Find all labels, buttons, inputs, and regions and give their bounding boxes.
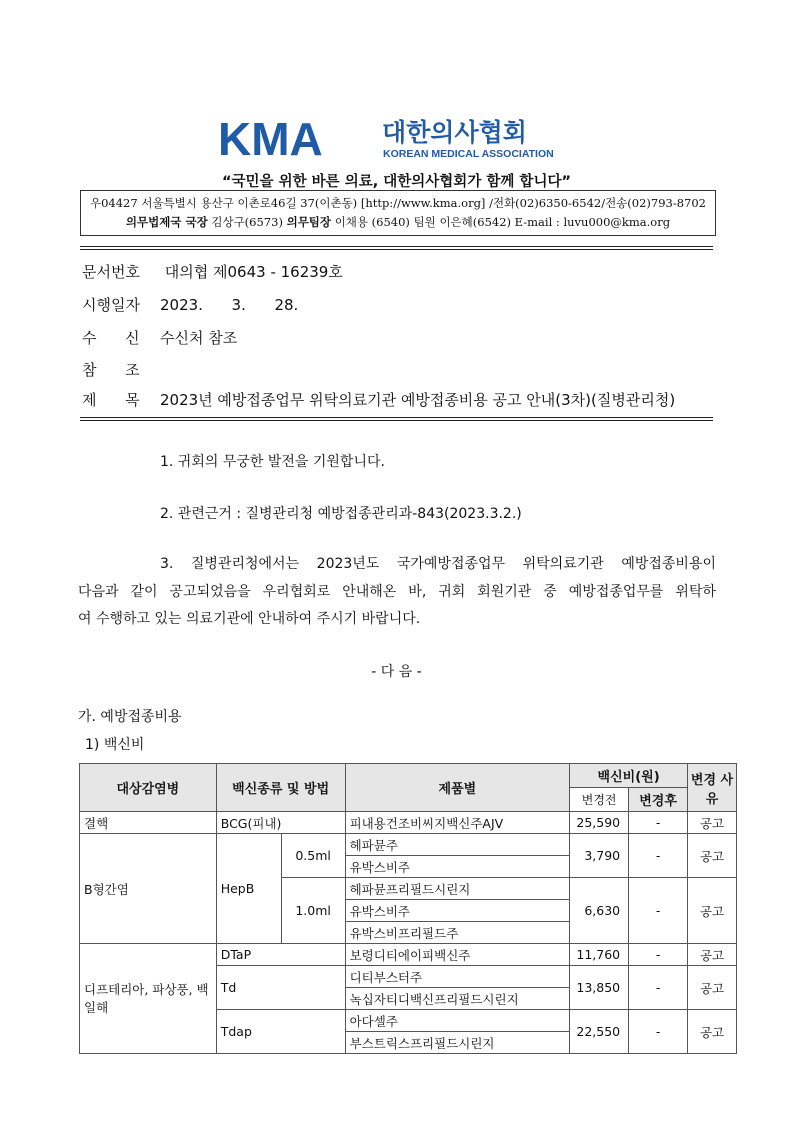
paragraph-3-line1: 3. 질병관리청에서는 2023년도 국가예방접종업무 위탁의료기관 예방접종비용이 bbox=[160, 556, 716, 572]
doc-number-row bbox=[82, 261, 343, 282]
header-rule-top bbox=[80, 246, 713, 250]
paragraph-2: 2. 관련근거 : 질병관리청 예방접종관리과-843(2023.3.2.) bbox=[160, 506, 522, 522]
date-label: 시행일자 bbox=[82, 296, 140, 314]
row-tb-reason: 공고 bbox=[688, 812, 737, 834]
contact-line2 bbox=[81, 213, 715, 232]
row-dtap-vaccine: DTaP bbox=[216, 944, 345, 966]
row-tb-before: 25,590 bbox=[570, 812, 629, 834]
row-hepb-d2-reason: 공고 bbox=[688, 878, 737, 944]
row-hepb-dose1: 0.5ml bbox=[281, 834, 345, 878]
header-vaccine-method: 백신종류 및 방법 bbox=[216, 764, 345, 812]
row-td-product: 녹십자티디백신프리필드시린지 bbox=[345, 988, 570, 1010]
row-hepb-d2-product: 유박스비프리필드주 bbox=[345, 922, 570, 944]
row-hepb-d2-after: - bbox=[629, 878, 688, 944]
paragraph-3-line3: 여 수행하고 있는 의료기관에 안내하여 주시기 바랍니다. bbox=[78, 611, 421, 627]
row-dtap-after: - bbox=[629, 944, 688, 966]
contact-box bbox=[80, 190, 716, 236]
subject-value: 2023년 예방접종업무 위탁의료기관 예방접종비용 공고 안내(3차)(질병관리청) bbox=[160, 391, 676, 409]
logo-mark-text: KMA bbox=[218, 117, 323, 161]
row-hepb-d2-product: 헤파뮨프리필드시린지 bbox=[345, 878, 570, 900]
row-tdap-after: - bbox=[629, 1010, 688, 1054]
row-tdap-product: 부스트릭스프리필드시린지 bbox=[345, 1032, 570, 1054]
contact-title1: 의무법제국 국장 bbox=[125, 215, 208, 229]
vaccine-cost-table bbox=[79, 763, 737, 1054]
row-td-reason: 공고 bbox=[688, 966, 737, 1010]
doc-number-label: 문서번호 bbox=[82, 263, 140, 281]
row-hepb-d2-product: 유박스비주 bbox=[345, 900, 570, 922]
subject-row bbox=[82, 389, 675, 410]
doc-number: 대의협 제0643 - 16239호 bbox=[164, 263, 343, 281]
row-hepb-dose2: 1.0ml bbox=[281, 878, 345, 944]
row-tb-product: 피내용건조비씨지백신주AJV bbox=[345, 812, 570, 834]
row-tb-after: - bbox=[629, 812, 688, 834]
row-td-vaccine: Td bbox=[216, 966, 345, 1010]
row-tdap-vaccine: Tdap bbox=[216, 1010, 345, 1054]
logo-org-name-en: KOREAN MEDICAL ASSOCIATION bbox=[383, 148, 554, 160]
recipient-label: 수 신 bbox=[82, 329, 140, 347]
recipient-value: 수신처 참조 bbox=[160, 329, 238, 347]
paragraph-3-line2: 다음과 같이 공고되었음을 우리협회로 안내해온 바, 귀회 회원기관 중 예방접종업무를 위탁하 bbox=[78, 584, 716, 600]
row-hepb-d1-after: - bbox=[629, 834, 688, 878]
row-hepb-d1-product: 유박스비주 bbox=[345, 856, 570, 878]
kma-logo bbox=[218, 117, 578, 161]
row-hepb-d1-reason: 공고 bbox=[688, 834, 737, 878]
contact-title2: 의무팀장 bbox=[286, 215, 332, 229]
logo-org-name-ko: 대한의사협회 bbox=[382, 118, 527, 147]
row-hepb-d1-before: 3,790 bbox=[570, 834, 629, 878]
row-td-product: 디티부스터주 bbox=[345, 966, 570, 988]
reference-row bbox=[82, 359, 160, 380]
date-row bbox=[82, 294, 298, 315]
row-dtap-before: 11,760 bbox=[570, 944, 629, 966]
row-td-before: 13,850 bbox=[570, 966, 629, 1010]
row-hepb-vaccine: HepB bbox=[216, 834, 281, 944]
row-hepb-d1-product: 헤파뮨주 bbox=[345, 834, 570, 856]
section-a1-heading: 1) 백신비 bbox=[85, 737, 145, 753]
slogan: “국민을 위한 바른 의료, 대한의사협회가 함께 합니다” bbox=[221, 174, 571, 190]
header-product: 제품별 bbox=[345, 764, 570, 812]
row-tdap-before: 22,550 bbox=[570, 1010, 629, 1054]
row-tb-disease: 결핵 bbox=[80, 812, 217, 834]
row-hepb-disease: B형간염 bbox=[80, 834, 217, 944]
kma-logo-graphic bbox=[218, 117, 578, 161]
recipient-row bbox=[82, 327, 237, 348]
paragraph-1: 1. 귀회의 무궁한 발전을 기원합니다. bbox=[160, 454, 385, 470]
header-cost: 백신비(원) bbox=[570, 764, 688, 788]
header-reason: 변경 사유 bbox=[688, 764, 737, 812]
section-a-heading: 가. 예방접종비용 bbox=[78, 709, 182, 725]
contact-person1: 김상구(6573) bbox=[211, 215, 283, 229]
header-rule-bottom bbox=[80, 417, 713, 421]
header-disease: 대상감염병 bbox=[80, 764, 217, 812]
row-tdap-reason: 공고 bbox=[688, 1010, 737, 1054]
row-tb-vaccine: BCG(피내) bbox=[216, 812, 345, 834]
row-hepb-d2-before: 6,630 bbox=[570, 878, 629, 944]
row-dtp-disease: 디프테리아, 파상풍, 백일해 bbox=[80, 944, 217, 1054]
header-before: 변경전 bbox=[570, 788, 629, 812]
row-dtap-reason: 공고 bbox=[688, 944, 737, 966]
contact-person2: 이채용 (6540) 팀원 이은혜(6542) E-mail : luvu000@kma.org bbox=[334, 215, 671, 229]
row-td-after: - bbox=[629, 966, 688, 1010]
header-after: 변경후 bbox=[629, 788, 688, 812]
center-heading: - 다 음 - bbox=[371, 664, 422, 680]
row-dtap-product: 보령디티에이피백신주 bbox=[345, 944, 570, 966]
subject-label: 제 목 bbox=[82, 391, 140, 409]
row-tdap-product: 아다셀주 bbox=[345, 1010, 570, 1032]
date-value: 2023. 3. 28. bbox=[160, 296, 299, 314]
reference-label: 참 조 bbox=[82, 361, 140, 379]
contact-line1: 우04427 서울특별시 용산구 이촌로46길 37(이촌동) [http://www.kma.org] /전화(02)6350-6542/전송(02)793-8702 bbox=[89, 196, 706, 210]
